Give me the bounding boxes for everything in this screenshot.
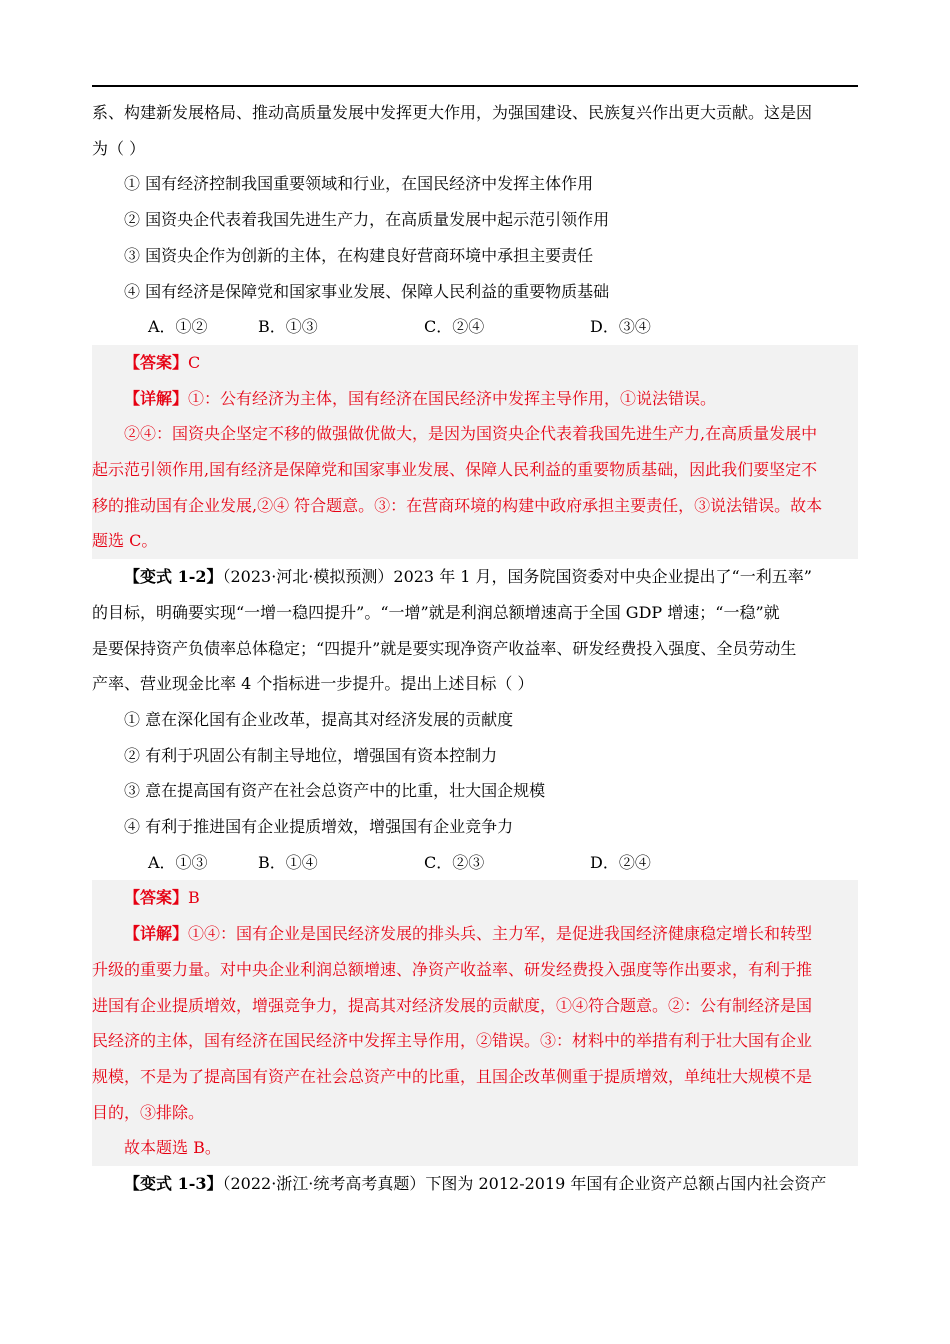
q2-option-c: C．②③ — [424, 852, 485, 872]
answer-label: 【答案】 — [124, 888, 189, 908]
q1-option-b: B．①③ — [258, 317, 318, 337]
q2-stem-text: 2023 年 1 月，国务院国资委对中央企业提出了“一利五率” — [393, 567, 812, 587]
q2-options — [92, 845, 858, 881]
q2-explain-line: 故本题选 B。 — [124, 1138, 221, 1158]
answer-value: B — [188, 888, 200, 908]
q2-option-d: D．②④ — [590, 852, 651, 872]
q1-explain-line: 起示范引领作用,国有经济是保障党和国家事业发展、保障人民利益的重要物质基础，因此我们要坚定不 — [92, 460, 818, 480]
q1-options — [92, 309, 858, 345]
q2-answer-box — [92, 880, 858, 1166]
q2-option-a: A．①③ — [148, 852, 208, 872]
q1-explain-line — [92, 381, 858, 417]
q2-item-1: ① 意在深化国有企业改革，提高其对经济发展的贡献度 — [124, 709, 514, 729]
q2-explain-line — [92, 916, 858, 952]
q1-option-d: D．③④ — [590, 317, 651, 337]
q2-item-2: ② 有利于巩固公有制主导地位，增强国有资本控制力 — [124, 745, 498, 765]
q2-item-4: ④ 有利于推进国有企业提质增效，增强国有企业竞争力 — [124, 817, 514, 837]
q2-stem-line: 是要保持资产负债率总体稳定；“四提升”就是要实现净资产收益率、研发经费投入强度、全员劳动生 — [92, 638, 797, 658]
q2-stem-line — [92, 559, 858, 595]
q1-item-3: ③ 国资央企作为创新的主体，在构建良好营商环境中承担主要责任 — [124, 245, 594, 265]
q1-stem-line: 系、构建新发展格局、推动高质量发展中发挥更大作用，为强国建设、民族复兴作出更大贡献。这是因 — [92, 103, 813, 122]
q1-explain-line: ②④：国资央企坚定不移的做强做优做大，是因为国资央企代表着我国先进生产力,在高质量发展中 — [124, 424, 818, 444]
q2-explain-line: 规模，不是为了提高国有资产在社会总资产中的比重，且国企改革侧重于提质增效，单纯壮大规模不是 — [92, 1066, 813, 1086]
q1-answer — [92, 345, 858, 381]
explain-text: ①④：国有企业是国民经济发展的排头兵、主力军，是促进我国经济健康稳定增长和转型 — [188, 924, 813, 944]
q2-stem-line: 产率、营业现金比率 4 个指标进一步提升。提出上述目标（ ） — [92, 674, 534, 694]
q2-stem-line: 的目标，明确要实现“一增一稳四提升”。“一增”就是利润总额增速高于全国 GDP 增速；“一稳”就 — [92, 602, 780, 622]
q2-explain-line: 进国有企业提质增效，增强竞争力，提高其对经济发展的贡献度，①④符合题意。②：公有制经济是国 — [92, 995, 813, 1015]
q3-stem-text: 下图为 2012-2019 年国有企业资产总额占国内社会资产 — [425, 1174, 827, 1194]
q1-option-a: A．①② — [148, 317, 208, 337]
q2-answer — [92, 880, 858, 916]
q1-item-2: ② 国资央企代表着我国先进生产力，在高质量发展中起示范引领作用 — [124, 210, 610, 230]
q2-label: 【变式 1-2】 — [124, 567, 223, 587]
explain-label: 【详解】 — [124, 924, 189, 944]
header-rule — [92, 85, 858, 87]
answer-label: 【答案】 — [124, 352, 189, 372]
q3-source: （2022·浙江·统考高考真题） — [222, 1174, 426, 1194]
q1-answer-box — [92, 345, 858, 559]
q3-stem-line — [92, 1166, 858, 1202]
q2-explain-line: 目的，③排除。 — [92, 1102, 205, 1122]
q2-item-3: ③ 意在提高国有资产在社会总资产中的比重，壮大国企规模 — [124, 781, 546, 801]
content — [92, 95, 858, 1202]
q1-explain-line: 移的推动国有企业发展,②④ 符合题意。③：在营商环境的构建中政府承担主要责任，③说法错误。故本 — [92, 495, 823, 515]
explain-label: 【详解】 — [124, 388, 189, 408]
q1-stem-line: 为（ ） — [92, 138, 146, 158]
q3-label: 【变式 1-3】 — [124, 1174, 223, 1194]
q1-explain-line: 题选 C。 — [92, 531, 158, 551]
q1-item-4: ④ 国有经济是保障党和国家事业发展、保障人民利益的重要物质基础 — [124, 281, 610, 301]
q2-option-b: B．①④ — [258, 852, 318, 872]
q2-explain-line: 民经济的主体，国有经济在国民经济中发挥主导作用，②错误。③：材料中的举措有利于壮大国有企业 — [92, 1031, 813, 1051]
q1-option-c: C．②④ — [424, 317, 485, 337]
q1-item-1: ① 国有经济控制我国重要领域和行业，在国民经济中发挥主体作用 — [124, 174, 594, 194]
q2-explain-line: 升级的重要力量。对中央企业利润总额增速、净资产收益率、研发经费投入强度等作出要求，有利于推 — [92, 959, 813, 979]
q2-source: （2023·河北·模拟预测） — [222, 567, 394, 587]
explain-text: ①：公有经济为主体，国有经济在国民经济中发挥主导作用，①说法错误。 — [188, 388, 717, 408]
answer-value: C — [188, 352, 201, 372]
